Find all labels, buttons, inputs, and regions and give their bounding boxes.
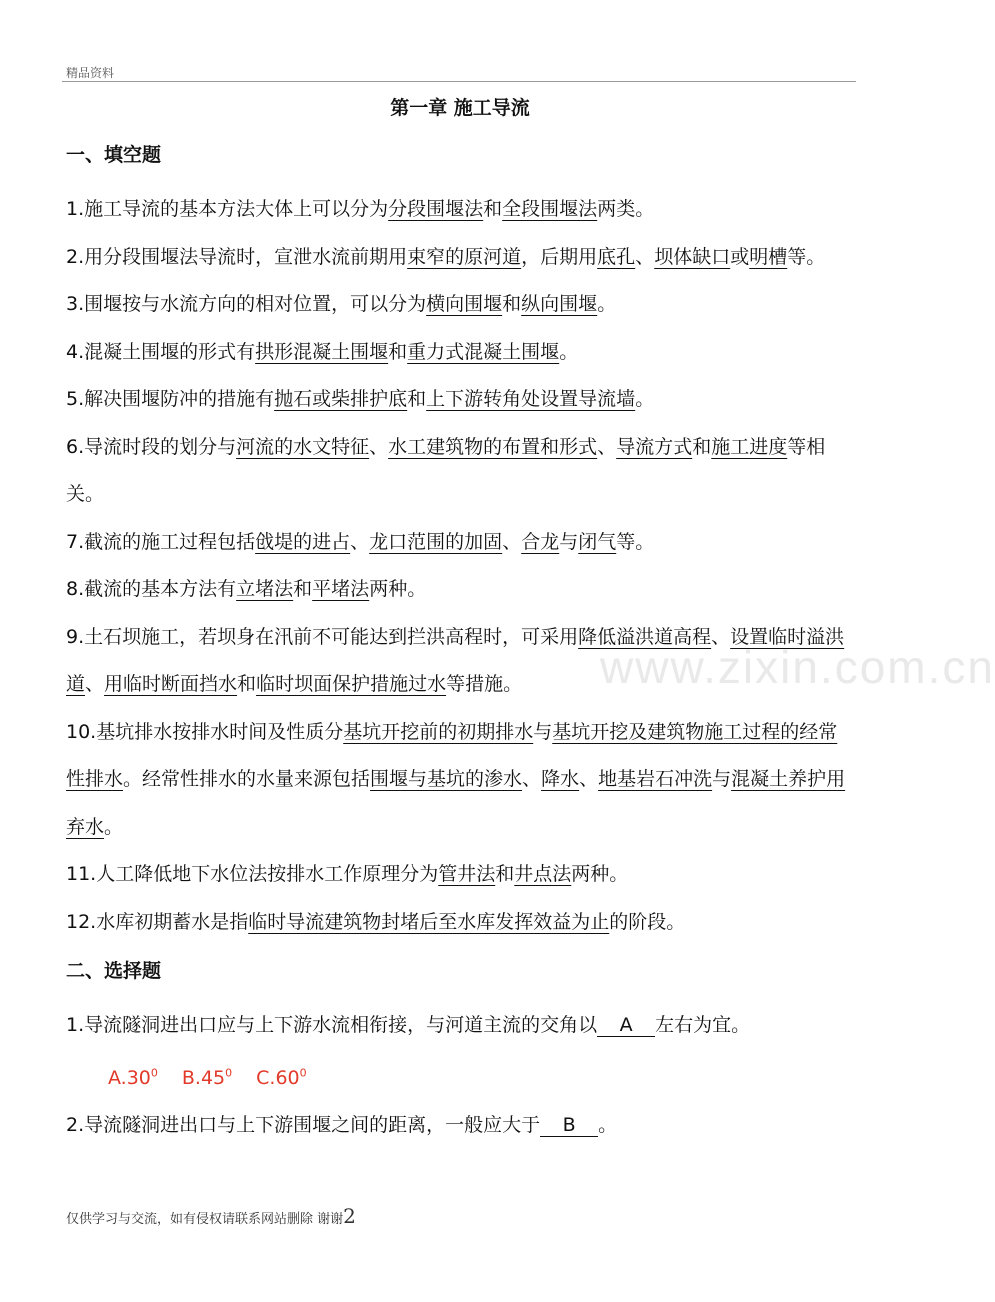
answer-text: 临时导流建筑物封堵后至水库发挥效益为止: [248, 910, 610, 933]
fill-question: [66, 851, 856, 899]
answer-text: 管井法: [438, 863, 496, 885]
header-rule: [62, 81, 856, 82]
answer-text: 横向围堰: [426, 293, 503, 315]
question-text: 5.解决围堰防冲的措施有: [66, 388, 275, 410]
question-text: 与: [533, 720, 553, 743]
section-heading-choice: 二、选择题: [66, 960, 162, 982]
answer-text: 重力式混凝土围堰: [407, 340, 560, 363]
fill-question-list: [66, 186, 856, 946]
question-text: 7.截流的施工过程包括: [66, 530, 256, 553]
answer-text: 龙口范围的加固: [369, 530, 503, 553]
question-text: 。: [104, 815, 124, 838]
answer-text: 纵向围堰: [521, 293, 598, 315]
question-text: 和: [692, 435, 712, 458]
question-text: 1.施工导流的基本方法大体上可以分为: [66, 198, 389, 220]
fill-question: [66, 709, 856, 852]
answer-text: 立堵法: [236, 578, 294, 600]
fill-question: [66, 614, 856, 709]
choice-options: [66, 1050, 856, 1103]
answer-text: 基坑开挖前的初期排水: [343, 720, 534, 743]
question-text: 3.围堰按与水流方向的相对位置，可以分为: [66, 293, 427, 315]
answer-text: 地基岩石冲洗: [598, 768, 713, 790]
question-text: 两种。: [369, 578, 427, 600]
question-text: 和: [388, 340, 408, 363]
answer-text: 降低溢洪道高程: [578, 625, 712, 648]
question-text: 和: [407, 388, 427, 410]
answer-text: 围堰与基坑的渗水: [370, 768, 523, 790]
question-text: 8.截流的基本方法有: [66, 578, 237, 600]
answer-text: 设置临时溢洪道: [66, 625, 845, 695]
question-text: 两种。: [571, 863, 629, 885]
answer-text: 明槽: [749, 245, 788, 268]
question-text: 9.土石坝施工，若坝身在汛前不可能达到拦洪高程时，可采用: [66, 625, 579, 648]
question-text: 、: [635, 245, 655, 268]
question-text: 2.用分段围堰法导流时，宣泄水流前期用: [66, 245, 408, 268]
chapter-title: 第一章 施工导流: [390, 97, 530, 119]
answer-text: 束窄的原河道: [407, 245, 522, 268]
answer-text: 井点法: [514, 863, 572, 885]
choice-option: $A.30^0$: [108, 1066, 158, 1089]
question-text: 两类。: [597, 198, 655, 220]
choice-question-2: 2.导流隧洞进出口与上下游围堰之间的距离，一般应大于 B 。: [66, 1114, 618, 1137]
answer-text: 抛石或柴排护底: [274, 388, 408, 410]
answer-text: 平堵法: [312, 578, 370, 600]
question-text: 和: [237, 673, 257, 695]
answer-text: 闭气: [578, 530, 617, 553]
question-text: 12.水库初期蓄水是指: [66, 910, 249, 933]
fill-question: [66, 186, 856, 234]
question-text: 等。: [616, 530, 655, 553]
fill-question: [66, 281, 856, 329]
fill-question: [66, 899, 856, 947]
question-text: 。经常性排水的水量来源包括: [123, 768, 371, 790]
choice-option: $C.60^0$: [256, 1066, 307, 1089]
question-text: 、: [85, 673, 105, 695]
answer-text: 临时坝面保护措施过水: [256, 673, 447, 695]
answer-text: 分段围堰法: [388, 198, 484, 220]
answer-text: 底孔: [597, 245, 636, 268]
answer-text: 河流的水文特征: [236, 435, 370, 458]
question-text: 11.人工降低地下水位法按排水工作原理分为: [66, 863, 439, 885]
question-text: 、: [522, 768, 542, 790]
question-text: 等。: [787, 245, 826, 268]
question-text: 和: [483, 198, 503, 220]
choice-option: $B.45^0$: [181, 1066, 233, 1089]
fill-question: [66, 234, 856, 282]
fill-question: [66, 424, 856, 519]
answer-text: 施工进度: [711, 435, 788, 458]
footer-text: 仅供学习与交流，如有侵权请联系网站删除 谢谢: [66, 1212, 344, 1227]
answer-text: 全段围堰法: [502, 198, 598, 220]
choice-question-1: 1.导流隧洞进出口应与上下游水流相衔接，与河道主流的交角以 A 左右为宜。: [66, 1014, 751, 1036]
document-body: [66, 140, 856, 1150]
fill-question: [66, 376, 856, 424]
question-text: 和: [495, 863, 515, 885]
question-text: 和: [502, 293, 522, 315]
question-text: 。: [635, 388, 655, 410]
question-text: 与: [712, 768, 732, 790]
question-text: 10.基坑排水按排水时间及性质分: [66, 720, 344, 743]
answer-blank: A: [597, 1014, 655, 1037]
question-text: 的阶段。: [609, 910, 686, 933]
page-number: 2: [343, 1204, 356, 1228]
question-text: 或: [730, 245, 750, 268]
fill-question: [66, 329, 856, 377]
answer-text: 上下游转角处设置导流墙: [426, 388, 636, 410]
question-text: 等措施。: [446, 673, 523, 695]
question-text: 、: [597, 435, 617, 458]
answer-text: 合龙: [521, 530, 560, 553]
question-text: 、: [350, 530, 370, 553]
question-text: 6.导流时段的划分与: [66, 435, 237, 458]
footer: [66, 1204, 356, 1228]
question-text: ，后期用: [521, 245, 598, 268]
question-text: 。: [597, 293, 617, 315]
watermark: www.zixin.com.cn: [600, 641, 995, 693]
question-text: 、: [369, 435, 389, 458]
answer-text: 降水: [541, 768, 580, 790]
answer-text: 基坑开挖及建筑物施工过程的经常性排水: [66, 720, 838, 790]
question-text: 、: [502, 530, 522, 553]
answer-text: 水工建筑物的布置和形式: [388, 435, 598, 458]
question-text: 等相关。: [66, 435, 826, 505]
fill-question: [66, 519, 856, 567]
fill-question: [66, 566, 856, 614]
question-text: 、: [579, 768, 599, 790]
question-text: 和: [293, 578, 313, 600]
answer-blank: B: [540, 1114, 598, 1137]
answer-text: 坝体缺口: [654, 245, 731, 268]
question-text: 、: [711, 625, 731, 648]
header-note: 精品资料: [66, 66, 115, 80]
answer-text: 导流方式: [616, 435, 693, 458]
answer-text: 用临时断面挡水: [104, 673, 238, 695]
answer-text: 戗堤的进占: [255, 530, 351, 553]
question-text: 4.混凝土围堰的形式有: [66, 340, 256, 363]
answer-text: 混凝土养护用弃水: [66, 768, 846, 838]
question-text: 与: [559, 530, 579, 553]
question-text: 。: [559, 340, 579, 363]
answer-text: 拱形混凝土围堰: [255, 340, 389, 363]
section-heading-fill: 一、填空题: [66, 144, 162, 166]
